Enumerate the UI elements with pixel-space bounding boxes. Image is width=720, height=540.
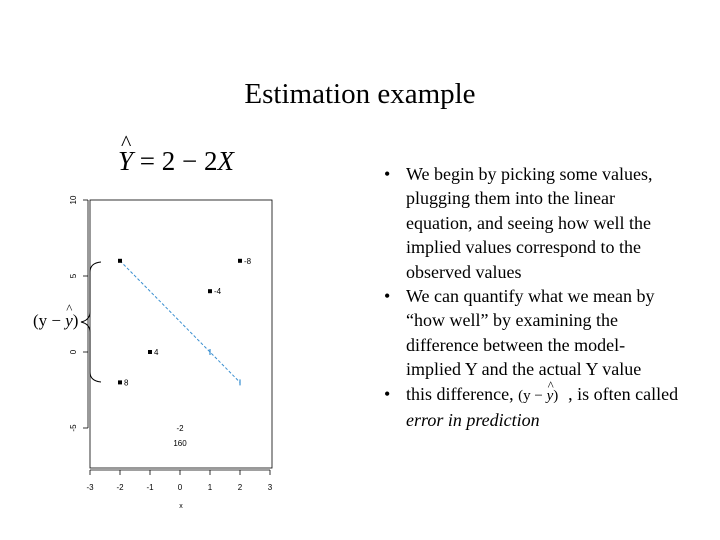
data-point-label: 8 bbox=[124, 378, 129, 388]
y-tick-label: 10 bbox=[69, 195, 78, 205]
formula-close: ) bbox=[553, 387, 559, 404]
data-point bbox=[118, 380, 122, 384]
residual-open: (y − bbox=[33, 311, 66, 330]
fitted-line bbox=[120, 261, 240, 383]
residual-brace bbox=[81, 262, 101, 382]
bullet-text: , is often called bbox=[568, 383, 679, 404]
y-tick-label: 5 bbox=[69, 273, 78, 279]
equation-var: X bbox=[217, 146, 234, 176]
bullet-text: this difference, bbox=[406, 383, 514, 404]
data-point-label: 4 bbox=[154, 348, 159, 357]
x-tick-label: 3 bbox=[267, 483, 273, 492]
data-point bbox=[238, 259, 242, 263]
chart-annotation: 160 bbox=[173, 439, 187, 449]
x-tick-label: 0 bbox=[177, 483, 183, 492]
equation-lhs: ^ Y bbox=[118, 146, 133, 177]
y-tick-label: -5 bbox=[69, 424, 78, 432]
slide-title: Estimation example bbox=[244, 78, 476, 110]
bullet-item: • We can quantify what we mean by “how well” by examining the difference between the model-implied Y and the actual Y value bbox=[380, 284, 680, 382]
bullet-item bbox=[380, 382, 680, 433]
residual-close: ) bbox=[72, 311, 79, 330]
x-axis-label: x bbox=[179, 503, 183, 510]
data-point bbox=[118, 259, 122, 263]
x-tick-label: -3 bbox=[86, 483, 94, 492]
residual-label bbox=[33, 311, 78, 331]
x-tick-label: 2 bbox=[237, 483, 243, 492]
data-point bbox=[208, 289, 212, 293]
formula-open: (y − bbox=[518, 387, 547, 404]
inline-formula bbox=[518, 384, 568, 408]
data-point bbox=[148, 350, 152, 354]
formula-yhat: ^ y bbox=[547, 384, 554, 408]
x-tick-label: 1 bbox=[207, 483, 213, 492]
data-point-label: -4 bbox=[214, 287, 222, 297]
chart-annotation: -2 bbox=[176, 424, 184, 433]
data-point-label: -8 bbox=[244, 256, 252, 266]
bullet-item: • We begin by picking some values, plugging them into the linear equation, and seeing how well the implied values correspond to the observed values bbox=[380, 162, 680, 284]
x-tick-label: -1 bbox=[146, 483, 154, 492]
residual-yhat: ^ y bbox=[65, 311, 73, 331]
bullet-list bbox=[380, 162, 680, 432]
y-tick-label: 0 bbox=[69, 349, 78, 355]
equation-middle: = 2 − 2 bbox=[139, 146, 218, 176]
x-tick-label: -2 bbox=[116, 483, 124, 492]
bullet-italic-text: error in prediction bbox=[406, 410, 540, 431]
